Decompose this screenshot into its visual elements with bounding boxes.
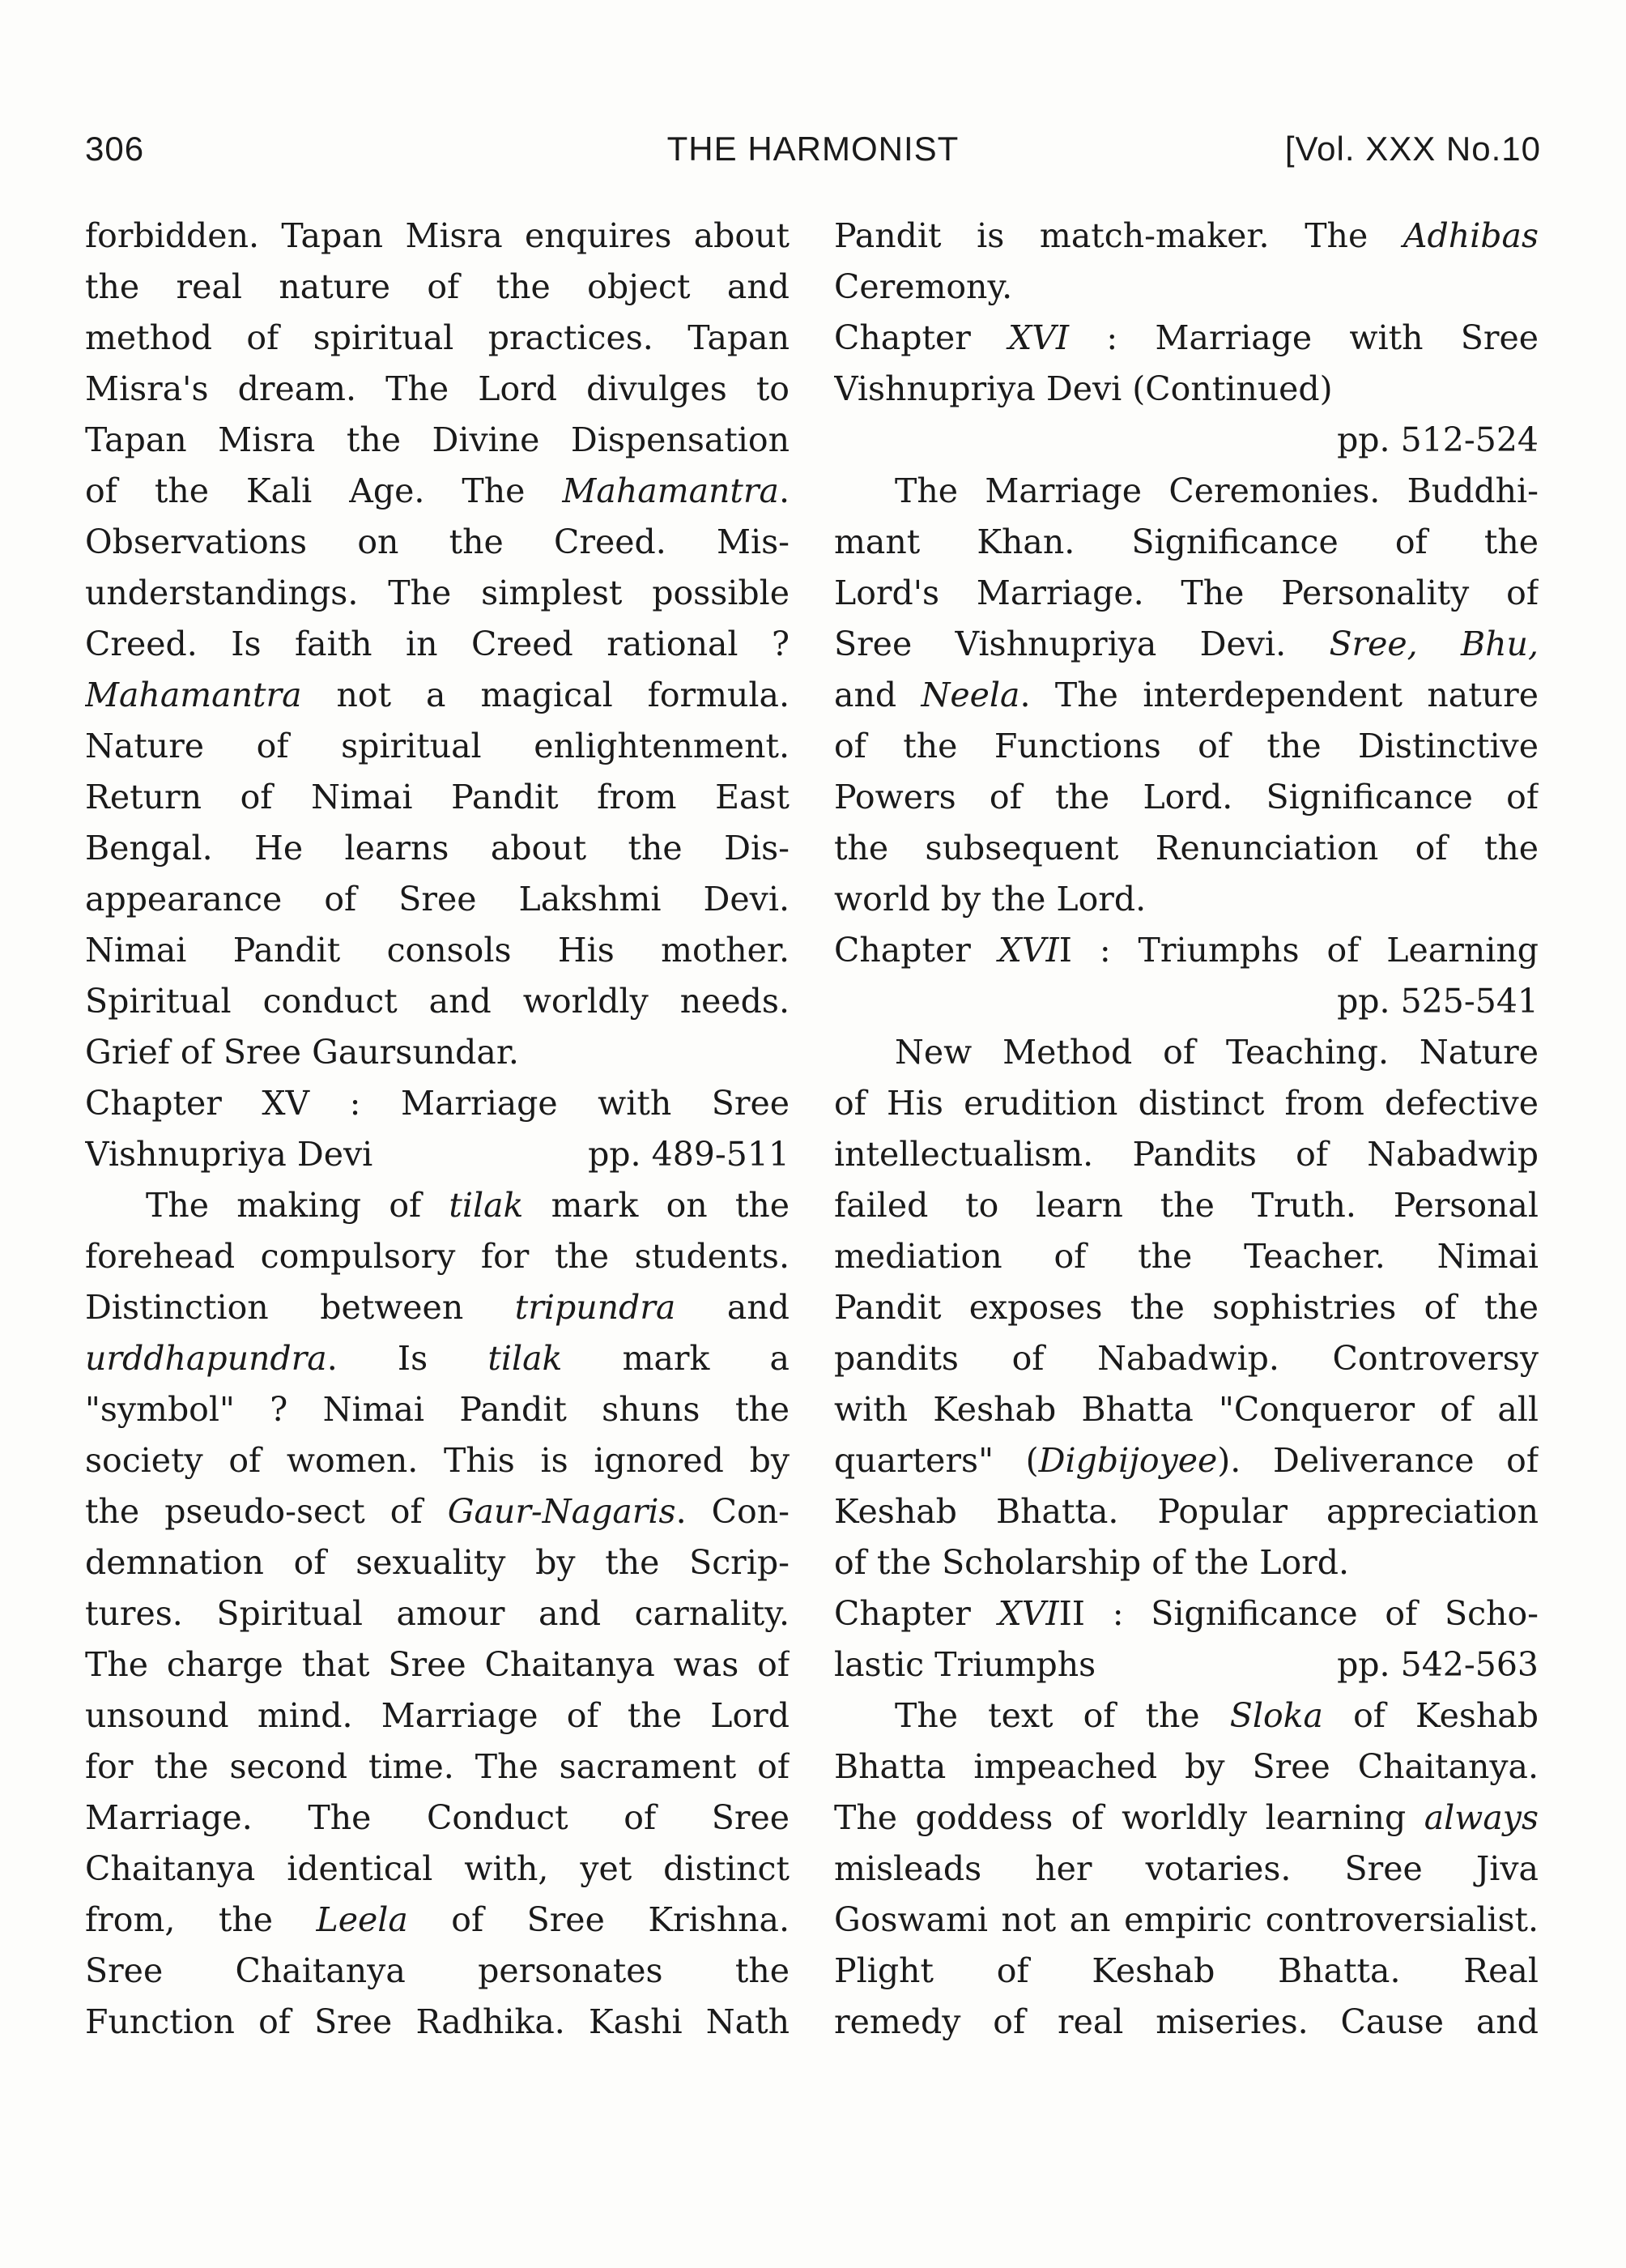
text-line: Mahamantra not a magical formula. <box>85 676 790 714</box>
text-line: tures. Spiritual amour and carnality. <box>85 1594 790 1633</box>
text-line: demnation of sexuality by the Scrip- <box>85 1543 790 1582</box>
text-line: The goddess of worldly learning always <box>834 1798 1539 1837</box>
text-line: Pandit is match-maker. The Adhibas <box>834 216 1539 255</box>
text-line: The text of the Sloka of Keshab <box>895 1696 1539 1735</box>
text-line: The Marriage Ceremonies. Buddhi- <box>895 471 1539 510</box>
text-line: urddhapundra. Is tilak mark a <box>85 1339 790 1378</box>
text-line: Ceremony. <box>834 267 1013 306</box>
journal-title: THE HARMONIST <box>666 130 960 168</box>
text-line: The making of tilak mark on the <box>146 1186 790 1225</box>
page-range: pp. 542-563 <box>1337 1645 1539 1684</box>
chapter-heading: Chapter XVIII : Significance of Scho- <box>834 1594 1539 1633</box>
text-line: Creed. Is faith in Creed rational ? <box>85 625 790 663</box>
text-line: Bengal. He learns about the Dis- <box>85 829 790 868</box>
text-line: Spiritual conduct and worldly needs. <box>85 982 790 1021</box>
text-line: the pseudo-sect of Gaur-Nagaris. Con- <box>85 1492 790 1531</box>
text-line: understandings. The simplest possible <box>85 573 790 612</box>
text-line: Keshab Bhatta. Popular appreciation <box>834 1492 1539 1531</box>
text-line: remedy of real miseries. Cause and <box>834 2002 1539 2041</box>
text-line: The charge that Sree Chaitanya was of <box>85 1645 790 1684</box>
text-line: Lord's Marriage. The Personality of <box>834 573 1539 612</box>
text-line: for the second time. The sacrament of <box>85 1747 790 1786</box>
text-line: Pandit exposes the sophistries of the <box>834 1288 1539 1327</box>
text-line: Marriage. The Conduct of Sree <box>85 1798 790 1837</box>
chapter-heading-row <box>85 1129 790 1180</box>
text-line: of the Kali Age. The Mahamantra. <box>85 471 790 510</box>
text-line: Return of Nimai Pandit from East <box>85 778 790 816</box>
volume-issue: [Vol. XXX No.10 <box>1284 130 1541 168</box>
text-line: intellectualism. Pandits of Nabadwip <box>834 1135 1539 1174</box>
page-range: pp. 512-524 <box>1337 420 1539 459</box>
text-line: world by the Lord. <box>834 880 1147 919</box>
text-line: Nimai Pandit consols His mother. <box>85 931 790 970</box>
text-line: method of spiritual practices. Tapan <box>85 318 790 357</box>
text-line: of the Scholarship of the Lord. <box>834 1543 1350 1582</box>
chapter-heading: Chapter XVI : Marriage with Sree <box>834 318 1539 357</box>
text-line: Sree Chaitanya personates the <box>85 1951 790 1990</box>
text-line: pandits of Nabadwip. Controversy <box>834 1339 1539 1378</box>
text-line: of the Functions of the Distinctive <box>834 727 1539 765</box>
text-line: forehead compulsory for the students. <box>85 1237 790 1276</box>
text-line: Distinction between tripundra and <box>85 1288 790 1327</box>
text-line: society of women. This is ignored by <box>85 1441 790 1480</box>
chapter-heading-text: lastic Triumphs <box>834 1645 1096 1684</box>
chapter-heading-row <box>834 1639 1539 1690</box>
text-line: forbidden. Tapan Misra enquires about <box>85 216 790 255</box>
text-line: New Method of Teaching. Nature <box>895 1033 1539 1072</box>
text-line: Sree Vishnupriya Devi. Sree, Bhu, <box>834 625 1539 663</box>
text-line: and Neela. The interdependent nature <box>834 676 1539 714</box>
text-line: quarters" (Digbijoyee). Deliverance of <box>834 1441 1539 1480</box>
text-line: unsound mind. Marriage of the Lord <box>85 1696 790 1735</box>
text-line: Goswami not an empiric controversialist. <box>834 1900 1539 1939</box>
text-line: "symbol" ? Nimai Pandit shuns the <box>85 1390 790 1429</box>
text-line: Misra's dream. The Lord divulges to <box>85 369 790 408</box>
chapter-heading: Chapter XV : Marriage with Sree <box>85 1084 790 1123</box>
text-line: Nature of spiritual enlightenment. <box>85 727 790 765</box>
page-range: pp. 489-511 <box>588 1135 790 1174</box>
text-line: the subsequent Renunciation of the <box>834 829 1539 868</box>
text-line: Chaitanya identical with, yet distinct <box>85 1849 790 1888</box>
text-line: Grief of Sree Gaursundar. <box>85 1033 519 1072</box>
right-column <box>834 211 1539 2048</box>
text-line: from, the Leela of Sree Krishna. <box>85 1900 790 1939</box>
text-line: with Keshab Bhatta "Conqueror of all <box>834 1390 1539 1429</box>
chapter-heading: Chapter XVII : Triumphs of Learning <box>834 931 1539 970</box>
text-line: Powers of the Lord. Significance of <box>834 778 1539 816</box>
text-line: of His erudition distinct from defective <box>834 1084 1539 1123</box>
page-range: pp. 525-541 <box>1337 982 1539 1021</box>
text-line: Tapan Misra the Divine Dispensation <box>85 420 790 459</box>
page-number: 306 <box>85 130 145 168</box>
text-line: mant Khan. Significance of the <box>834 522 1539 561</box>
text-line: Observations on the Creed. Mis- <box>85 522 790 561</box>
chapter-heading-text: Vishnupriya Devi <box>85 1135 373 1174</box>
text-line: failed to learn the Truth. Personal <box>834 1186 1539 1225</box>
chapter-heading: Vishnupriya Devi (Continued) <box>834 369 1333 408</box>
text-line: Function of Sree Radhika. Kashi Nath <box>85 2002 790 2041</box>
left-column <box>85 211 790 2048</box>
text-line: Plight of Keshab Bhatta. Real <box>834 1951 1539 1990</box>
text-line: mediation of the Teacher. Nimai <box>834 1237 1539 1276</box>
text-line: Bhatta impeached by Sree Chaitanya. <box>834 1747 1539 1786</box>
text-line: the real nature of the object and <box>85 267 790 306</box>
running-header <box>85 130 1541 178</box>
text-line: misleads her votaries. Sree Jiva <box>834 1849 1539 1888</box>
text-line: appearance of Sree Lakshmi Devi. <box>85 880 790 919</box>
